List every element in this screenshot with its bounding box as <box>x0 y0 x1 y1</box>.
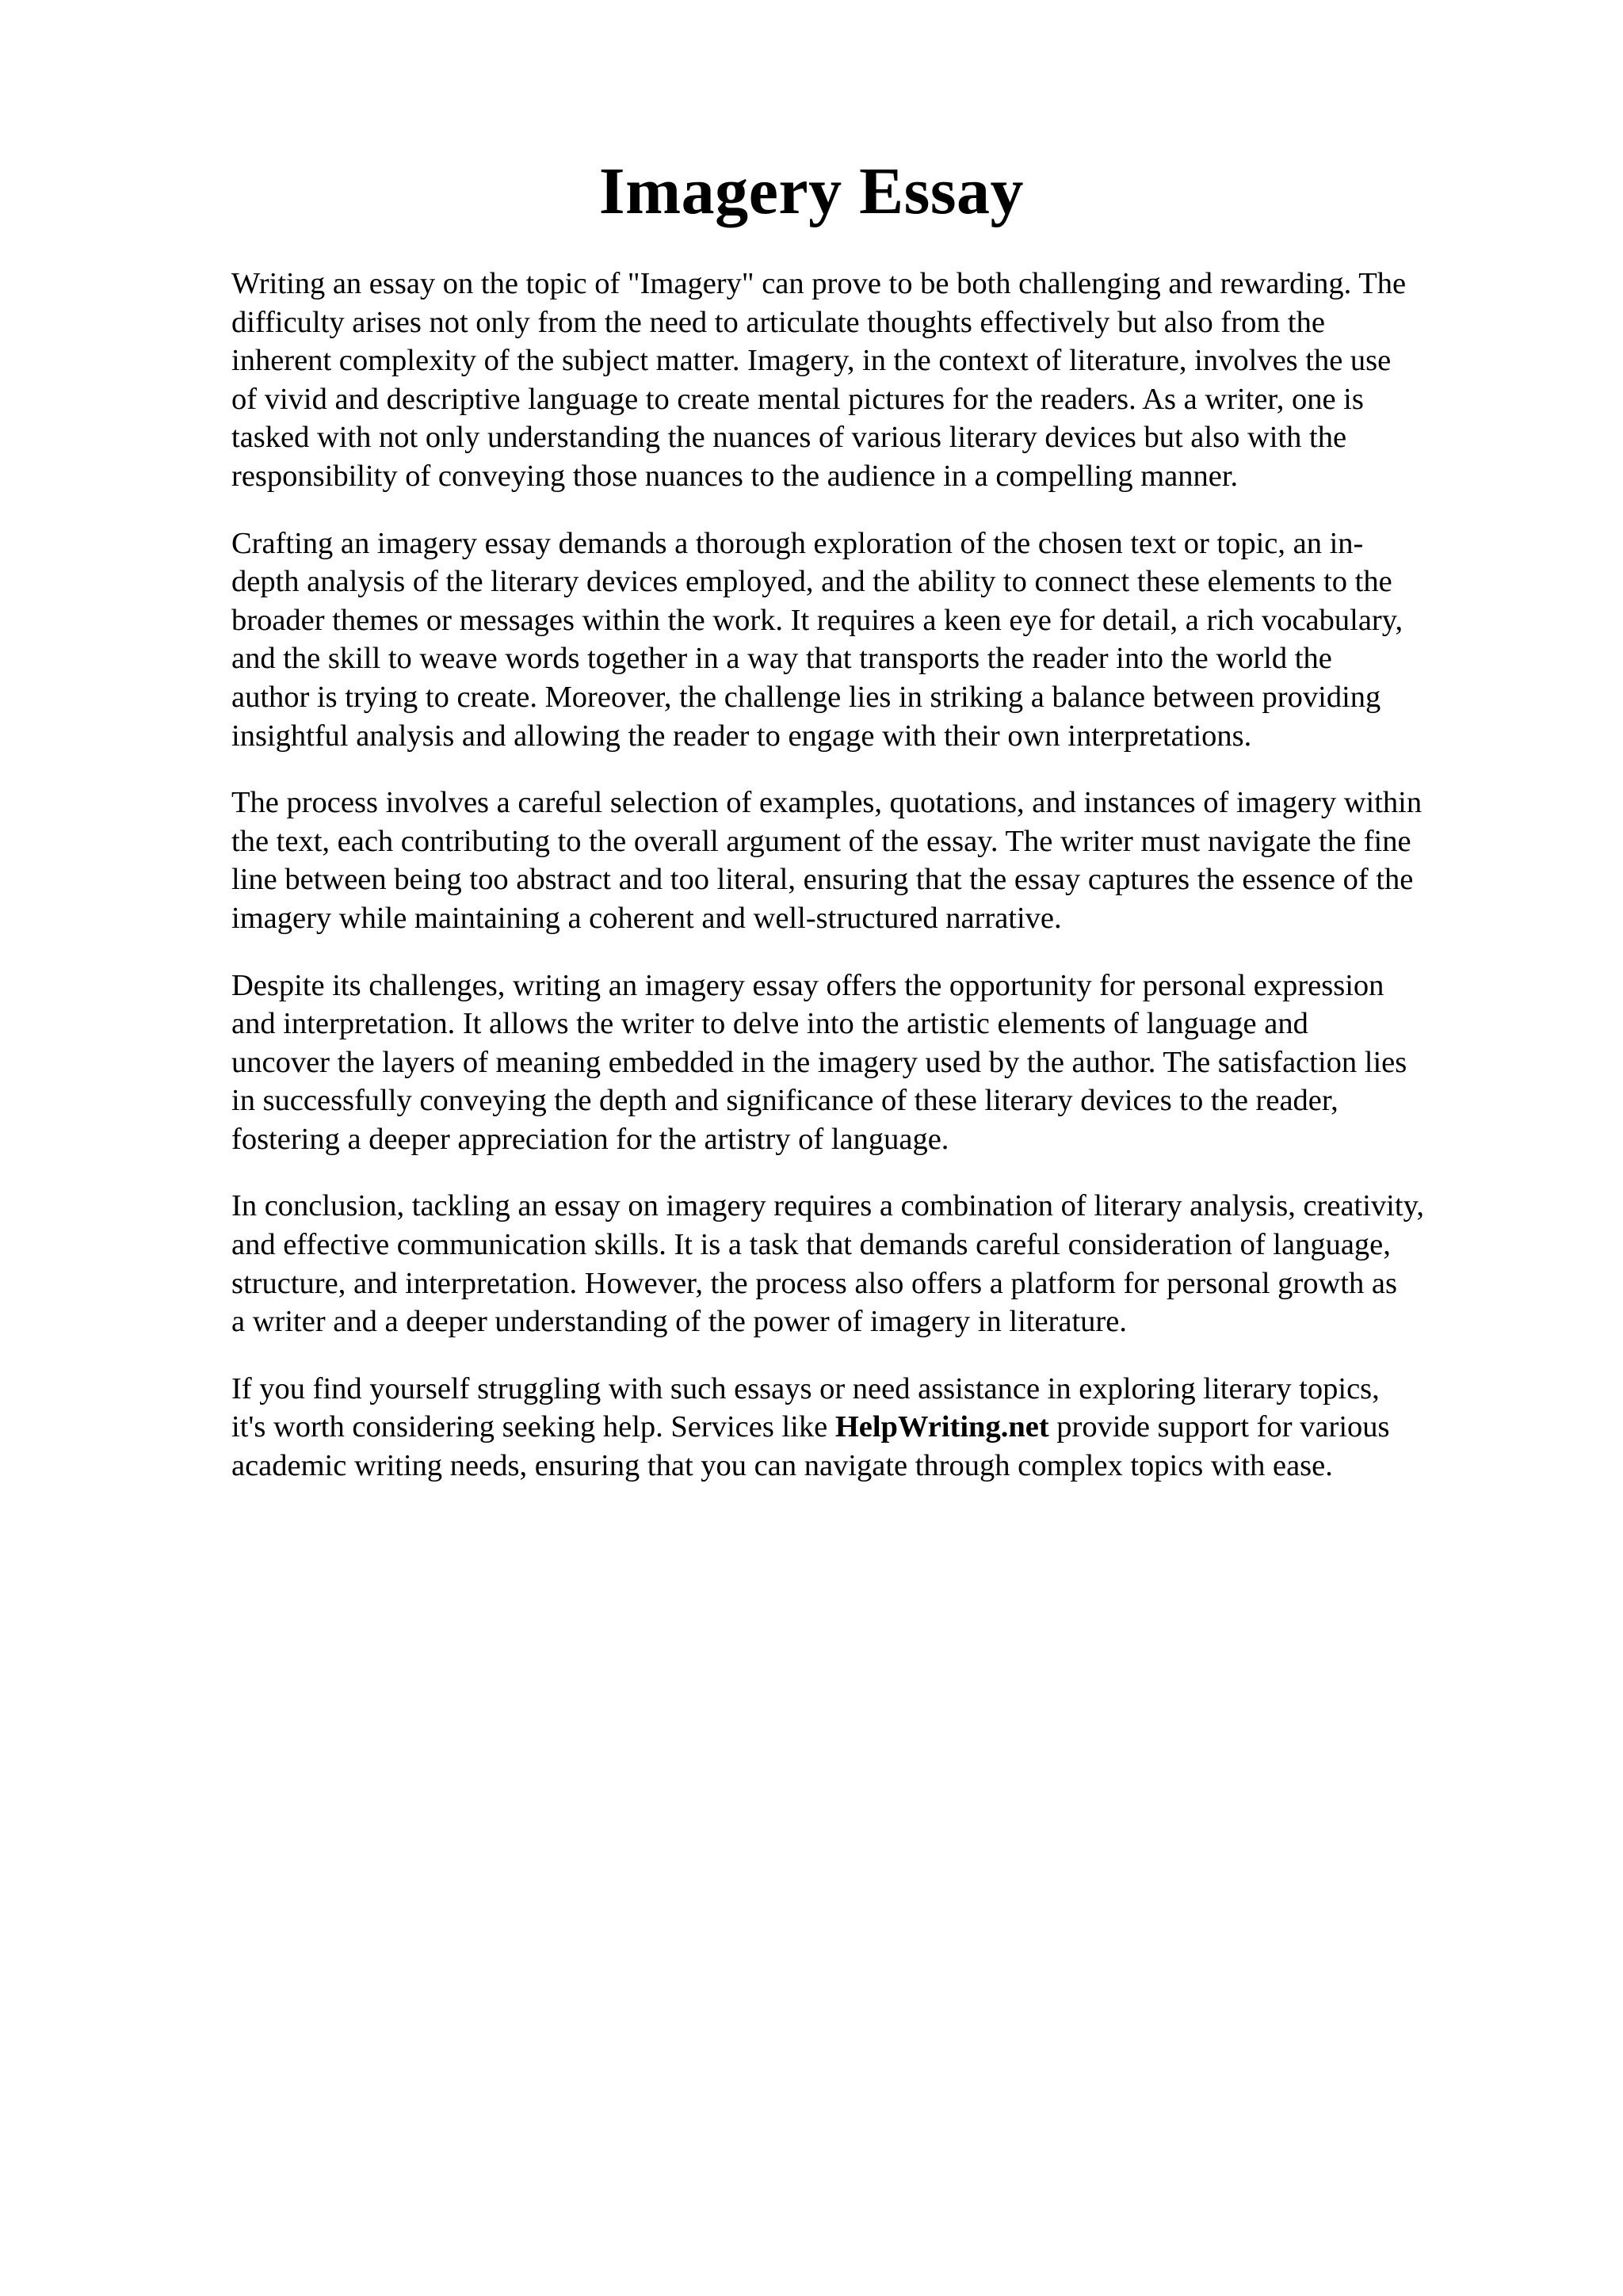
paragraph-4 <box>231 967 1531 1159</box>
paragraph-line: responsibility of conveying those nuances to the audience in a compelling manner. <box>231 459 1239 493</box>
paragraph-5 <box>231 1187 1531 1341</box>
paragraph-line: fostering a deeper appreciation for the artistry of language. <box>231 1122 949 1156</box>
paragraph-line: line between being too abstract and too literal, ensuring that the essay captures the essence of the <box>231 863 1414 897</box>
closing-text-after-brand: provide support for various <box>1048 1410 1390 1444</box>
paragraph-line: The process involves a careful selection of examples, quotations, and instances of imagery within <box>231 786 1423 820</box>
paragraph-line: difficulty arises not only from the need to articulate thoughts effectively but also from the <box>231 305 1325 339</box>
paragraph-line: insightful analysis and allowing the reader to engage with their own interpretations. <box>231 719 1252 753</box>
paragraph-line: tasked with not only understanding the nuances of various literary devices but also with the <box>231 421 1347 455</box>
paragraph-line: inherent complexity of the subject matter. Imagery, in the context of literature, involves the use <box>231 344 1392 378</box>
paragraph-line: Crafting an imagery essay demands a thorough exploration of the chosen text or topic, an in- <box>231 526 1364 560</box>
paragraph-line <box>231 1408 1531 1447</box>
paragraph-1 <box>231 265 1531 496</box>
paragraph-line: uncover the layers of meaning embedded in the imagery used by the author. The satisfaction lies <box>231 1045 1407 1079</box>
essay-body <box>231 265 1531 1514</box>
paragraph-line: academic writing needs, ensuring that you can navigate through complex topics with ease. <box>231 1449 1333 1483</box>
brand-name-helpwriting: HelpWriting.net <box>834 1410 1049 1444</box>
page-title: Imagery Essay <box>598 154 1025 228</box>
paragraph-line: in successfully conveying the depth and significance of these literary devices to the reader, <box>231 1084 1338 1118</box>
paragraph-line: structure, and interpretation. However, the process also offers a platform for personal growth as <box>231 1266 1397 1300</box>
paragraph-line: and interpretation. It allows the writer to delve into the artistic elements of language and <box>231 1007 1308 1041</box>
paragraph-line: the text, each contributing to the overall argument of the essay. The writer must navigate the fine <box>231 824 1411 858</box>
paragraph-2 <box>231 524 1531 756</box>
closing-paragraph <box>231 1370 1531 1486</box>
paragraph-line: Despite its challenges, writing an imagery essay offers the opportunity for personal expression <box>231 968 1384 1002</box>
paragraph-line: If you find yourself struggling with such essays or need assistance in exploring literary topics, <box>231 1371 1380 1405</box>
paragraph-line: a writer and a deeper understanding of the power of imagery in literature. <box>231 1305 1127 1339</box>
paragraph-line: imagery while maintaining a coherent and well-structured narrative. <box>231 901 1062 935</box>
paragraph-line: and the skill to weave words together in a way that transports the reader into the world the <box>231 642 1332 676</box>
paragraph-line: broader themes or messages within the work. It requires a keen eye for detail, a rich vocabulary, <box>231 603 1403 637</box>
paragraph-line: Writing an essay on the topic of "Imagery" can prove to be both challenging and rewarding. The <box>231 267 1407 300</box>
paragraph-line: and effective communication skills. It is a task that demands careful consideration of language, <box>231 1228 1391 1262</box>
paragraph-line: depth analysis of the literary devices employed, and the ability to connect these elements to the <box>231 565 1392 599</box>
closing-text-before-brand: it's worth considering seeking help. Services like <box>231 1410 835 1444</box>
paragraph-line: author is trying to create. Moreover, the challenge lies in striking a balance between providing <box>231 680 1381 714</box>
paragraph-line: of vivid and descriptive language to create mental pictures for the readers. As a writer, one is <box>231 382 1364 416</box>
paragraph-3 <box>231 784 1531 937</box>
paragraph-line: In conclusion, tackling an essay on imagery requires a combination of literary analysis, creativity, <box>231 1189 1424 1223</box>
